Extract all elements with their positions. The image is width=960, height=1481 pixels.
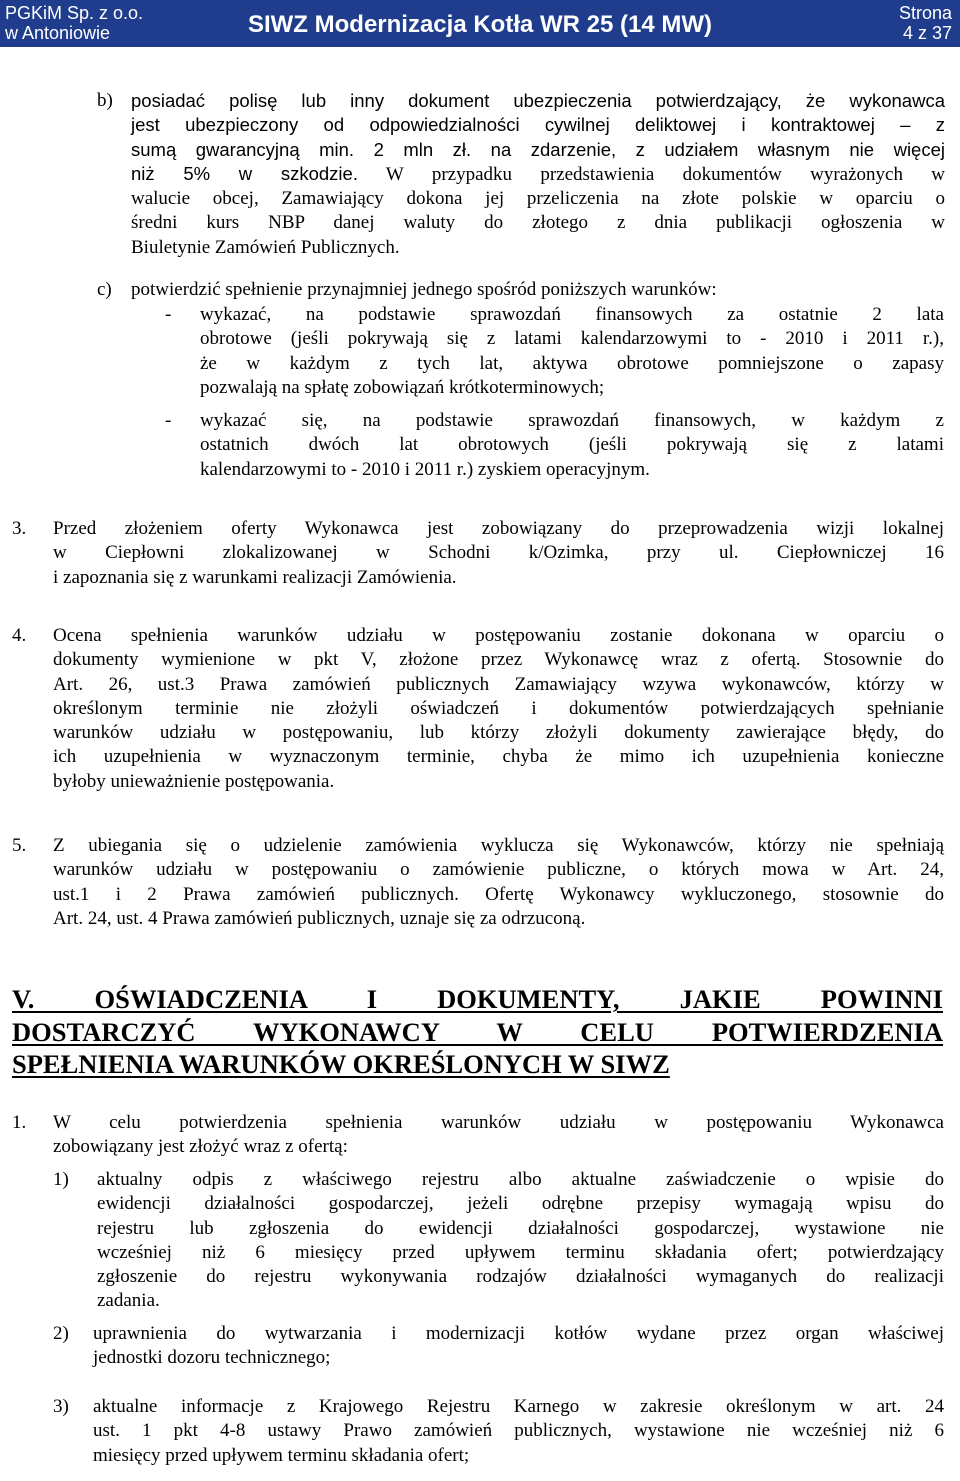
page-number: 4 z 37 <box>902 23 952 43</box>
point-number: 4. <box>12 625 27 646</box>
dash-marker: - <box>165 304 172 325</box>
subpoint-number: 3) <box>53 1396 69 1417</box>
subpoint-number: 1) <box>53 1169 69 1190</box>
subpoint-number: 2) <box>53 1323 69 1344</box>
point-number: 1. <box>12 1112 27 1133</box>
point-3-paragraph: Przed złożeniem oferty Wykonawca jest zobowiązany do przeprowadzenia wizji lokalnej w Ciepłowni zlokalizowanej w Schodni k/Ozimka, przy ul. Ciepłowniczej 16 i zapoznania się z warunkami realizacji Zamówienia. <box>53 518 944 588</box>
document-title: SIWZ Modernizacja Kotła WR 25 (14 MW) <box>247 11 713 38</box>
page-indicator <box>899 3 952 43</box>
point-5-paragraph: Z ubiegania się o udzielenie zamówienia wyklucza się Wykonawców, którzy nie spełniają warunków udziału w postępowaniu o zamówienie publiczne, o których mowa w Art. 24, ust.1 i 2 Prawa zamówień publicznych. Ofertę Wykonawcy wykluczonego, stosownie do Art. 24, ust. 4 Prawa zamówień publicznych, uznaje się za odrzuconą. <box>53 835 944 929</box>
list-marker: b) <box>97 90 113 111</box>
condition-item: wykazać, na podstawie sprawozdań finansowych za ostatnie 2 lata obrotowe (jeśli pokrywają się z latami kalendarzowymi to - 2010 i 2011 r.), że w każdym z tych lat, aktywa obrotowe pomniejszone o zapasy pozwalają na spłatę zobowiązań krótkoterminowych; <box>200 304 944 398</box>
point-number: 3. <box>12 518 27 539</box>
paragraph-b: posiadać polisę lub inny dokument ubezpieczenia potwierdzający, że wykonawca jest ubezpieczony od odpowiedzialności cywilnej deliktowej i kontraktowej – z sumą gwarancyjną min. 2 mln zł. na zdarzenie, z udziałem własnym nie więcej niż 5% w szkodzie. W przypadku przedstawienia dokumentów wyrażonych w walucie obcej, Zamawiający dokona jej przeliczenia na złote polskie w oparciu o średni kurs NBP danej waluty do złotego z dnia publikacji ogłoszenia w Biuletynie Zamówień Publicznych. <box>131 90 945 258</box>
dash-marker: - <box>165 410 172 431</box>
company-name: PGKiM Sp. z o.o. w Antoniowie <box>5 3 144 43</box>
list-marker: c) <box>97 279 112 300</box>
section-v-heading: V. OŚWIADCZENIA I DOKUMENTY, JAKIE POWINNI DOSTARCZYĆ WYKONAWCY W CELU POTWIERDZENIA SPEŁNIENIA WARUNKÓW OKREŚLONYCH W SIWZ <box>12 984 943 1079</box>
point-number: 5. <box>12 835 27 856</box>
document-requirement-item: uprawnienia do wytwarzania i modernizacji kotłów wydane przez organ właściwej jednostki dozoru technicznego; <box>93 1323 944 1369</box>
document-requirement-item: aktualne informacje z Krajowego Rejestru Karnego w zakresie określonym w art. 24 ust. 1 pkt 4-8 ustawy Prawo zamówień publicznych, wystawione nie wcześniej niż 6 miesięcy przed upływem terminu składania ofert; <box>93 1396 944 1466</box>
v-point-1-paragraph: W celu potwierdzenia spełnienia warunków udziału w postępowaniu Wykonawca zobowiązany jest złożyć wraz z ofertą: <box>53 1112 944 1158</box>
page-label: Strona <box>898 3 952 23</box>
paragraph-c-intro: potwierdzić spełnienie przynajmniej jednego spośród poniższych warunków: <box>131 279 717 300</box>
condition-item: wykazać się, na podstawie sprawozdań finansowych, w każdym z ostatnich dwóch lat obrotowych (jeśli pokrywają się z latami kalendarzowymi to - 2010 i 2011 r.) zyskiem operacyjnym. <box>200 410 944 480</box>
document-requirement-item: aktualny odpis z właściwego rejestru albo aktualne zaświadczenie o wpisie do ewidencji działalności gospodarczej, jeżeli odrębne przepisy wymagają wpisu do rejestru lub zgłoszenia do ewidencji działalności gospodarczej, wystawione nie wcześniej niż 6 miesięcy przed upływem terminu składania ofert; potwierdzający zgłoszenie do rejestru wykonywania rodzajów działalności wymaganych do realizacji zadania. <box>97 1169 944 1312</box>
point-4-paragraph: Ocena spełnienia warunków udziału w postępowaniu zostanie dokonana w oparciu o dokumenty wymienione w pkt V, złożone przez Wykonawcę wraz z ofertą. Stosownie do Art. 26, ust.3 Prawa zamówień publicznych Zamawiający wzywa wykonawców, którzy w określonym terminie nie złożyli oświadczeń i dokumentów potwierdzających spełnianie warunków udziału w postępowaniu, lub którzy złożyli dokumenty zawierające błędy, do ich uzupełnienia w wyznaczonym terminie, chyba że mimo ich uzupełnienia konieczne byłoby unieważnienie postępowania. <box>53 625 944 792</box>
page-header <box>0 0 960 47</box>
